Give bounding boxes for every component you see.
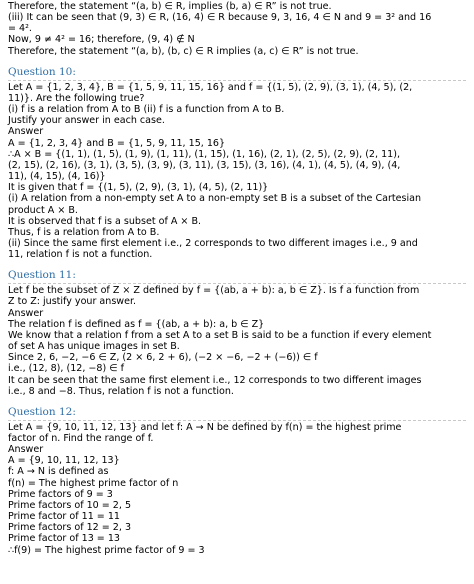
text-line: 11)}. Are the following true? xyxy=(8,92,145,104)
divider xyxy=(8,80,466,81)
text-line: The relation f is defined as f = {(ab, a + b): a, b ∈ Z} xyxy=(8,318,265,330)
question-11-heading: Question 11: xyxy=(8,269,76,282)
text-line: It is observed that f is a subset of A × B. xyxy=(8,215,202,227)
text-line: factor of n. Find the range of f. xyxy=(8,433,154,444)
text-line: (2, 15), (2, 16), (3, 1), (3, 5), (3, 9), (3, 11), (3, 15), (3, 16), (4, 1), (4, 5), (4, 9), (4, xyxy=(8,159,401,171)
text-line: Let A = {1, 2, 3, 4}, B = {1, 5, 9, 11, 15, 16} and f = {(1, 5), (2, 9), (3, 1), (4, 5), (2, xyxy=(8,81,413,93)
text-line: Prime factors of 10 = 2, 5 xyxy=(8,499,132,511)
text-line: (i) f is a relation from A to B (ii) f is a function from A to B. xyxy=(8,104,285,116)
text-line: A = {1, 2, 3, 4} and B = {1, 5, 9, 11, 15, 16} xyxy=(8,137,226,149)
text-line: Justify your answer in each case. xyxy=(8,115,165,127)
text-line: Answer xyxy=(8,126,44,138)
question-10-heading: Question 10: xyxy=(8,65,76,78)
question-9-continuation xyxy=(8,1,466,57)
text-line: of set A has unique images in set B. xyxy=(8,341,180,353)
text-line: A = {9, 10, 11, 12, 13} xyxy=(8,455,120,467)
text-line: We know that a relation f from a set A to a set B is said to be a function if every element xyxy=(8,329,432,341)
text-line: (i) A relation from a non-empty set A to a non-empty set B is a subset of the Cartesian xyxy=(8,193,422,205)
text-line: Therefore, the statement “(a, b), (b, c) ∈ R implies (a, c) ∈ R” is not true. xyxy=(8,45,359,57)
question-12-body xyxy=(8,422,466,556)
text-line: Since 2, 6, −2, −6 ∈ Z, (2 × 6, 2 + 6), (−2 × −6, −2 + (−6)) ∈ f xyxy=(8,352,318,364)
text-line: Thus, f is a relation from A to B. xyxy=(8,226,160,238)
text-line: i.e., (12, 8), (12, −8) ∈ f xyxy=(8,363,124,375)
question-10-body xyxy=(8,82,466,261)
text-line: i.e., 8 and −8. Thus, relation f is not a function. xyxy=(8,385,234,397)
text-line: ∴A × B = {(1, 1), (1, 5), (1, 9), (1, 11), (1, 15), (1, 16), (2, 1), (2, 5), (2, 9), (2, 11), xyxy=(8,148,400,160)
text-line: ∴f(9) = The highest prime factor of 9 = 3 xyxy=(8,544,205,556)
text-line: (iii) It can be seen that (9, 3) ∈ R, (16, 4) ∈ R because 9, 3, 16, 4 ∈ N and 9 = 3² and 16 xyxy=(8,12,432,24)
text-line: (ii) Since the same first element i.e., 2 corresponds to two different images i.e., 9 and xyxy=(8,237,418,249)
text-line: Now, 9 ≠ 4² = 16; therefore, (9, 4) ∉ N xyxy=(8,34,195,46)
text-line: = 4². xyxy=(8,23,32,35)
text-line: Answer xyxy=(8,444,44,456)
text-line: Prime factors of 9 = 3 xyxy=(8,488,113,500)
text-line: It is given that f = {(1, 5), (2, 9), (3, 1), (4, 5), (2, 11)} xyxy=(8,182,269,194)
text-line: Answer xyxy=(8,307,44,319)
divider xyxy=(8,420,466,421)
text-line: f(n) = The highest prime factor of n xyxy=(8,477,179,489)
question-11-body xyxy=(8,285,466,397)
text-line: Let f be the subset of Z × Z defined by f = {(ab, a + b): a, b ∈ Z}. Is f a function from xyxy=(8,285,420,297)
text-line: Prime factor of 13 = 13 xyxy=(8,533,120,545)
text-line: product A × B. xyxy=(8,204,78,216)
text-line: Let A = {9, 10, 11, 12, 13} and let f: A → N be defined by f(n) = the highest prime xyxy=(8,421,402,433)
text-line: Prime factors of 12 = 2, 3 xyxy=(8,522,132,534)
text-line: Z to Z: justify your answer. xyxy=(8,296,137,308)
text-line: Therefore, the statement “(a, b) ∈ R, implies (b, a) ∈ R” is not true. xyxy=(8,1,332,12)
text-line: 11, relation f is not a function. xyxy=(8,249,153,261)
text-line: 11), (4, 15), (4, 16)} xyxy=(8,171,106,183)
text-line: f: A → N is defined as xyxy=(8,466,109,478)
divider xyxy=(8,283,466,284)
question-12-heading: Question 12: xyxy=(8,405,76,418)
text-line: It can be seen that the same first element i.e., 12 corresponds to two different images xyxy=(8,374,422,386)
text-line: Prime factor of 11 = 11 xyxy=(8,511,120,523)
